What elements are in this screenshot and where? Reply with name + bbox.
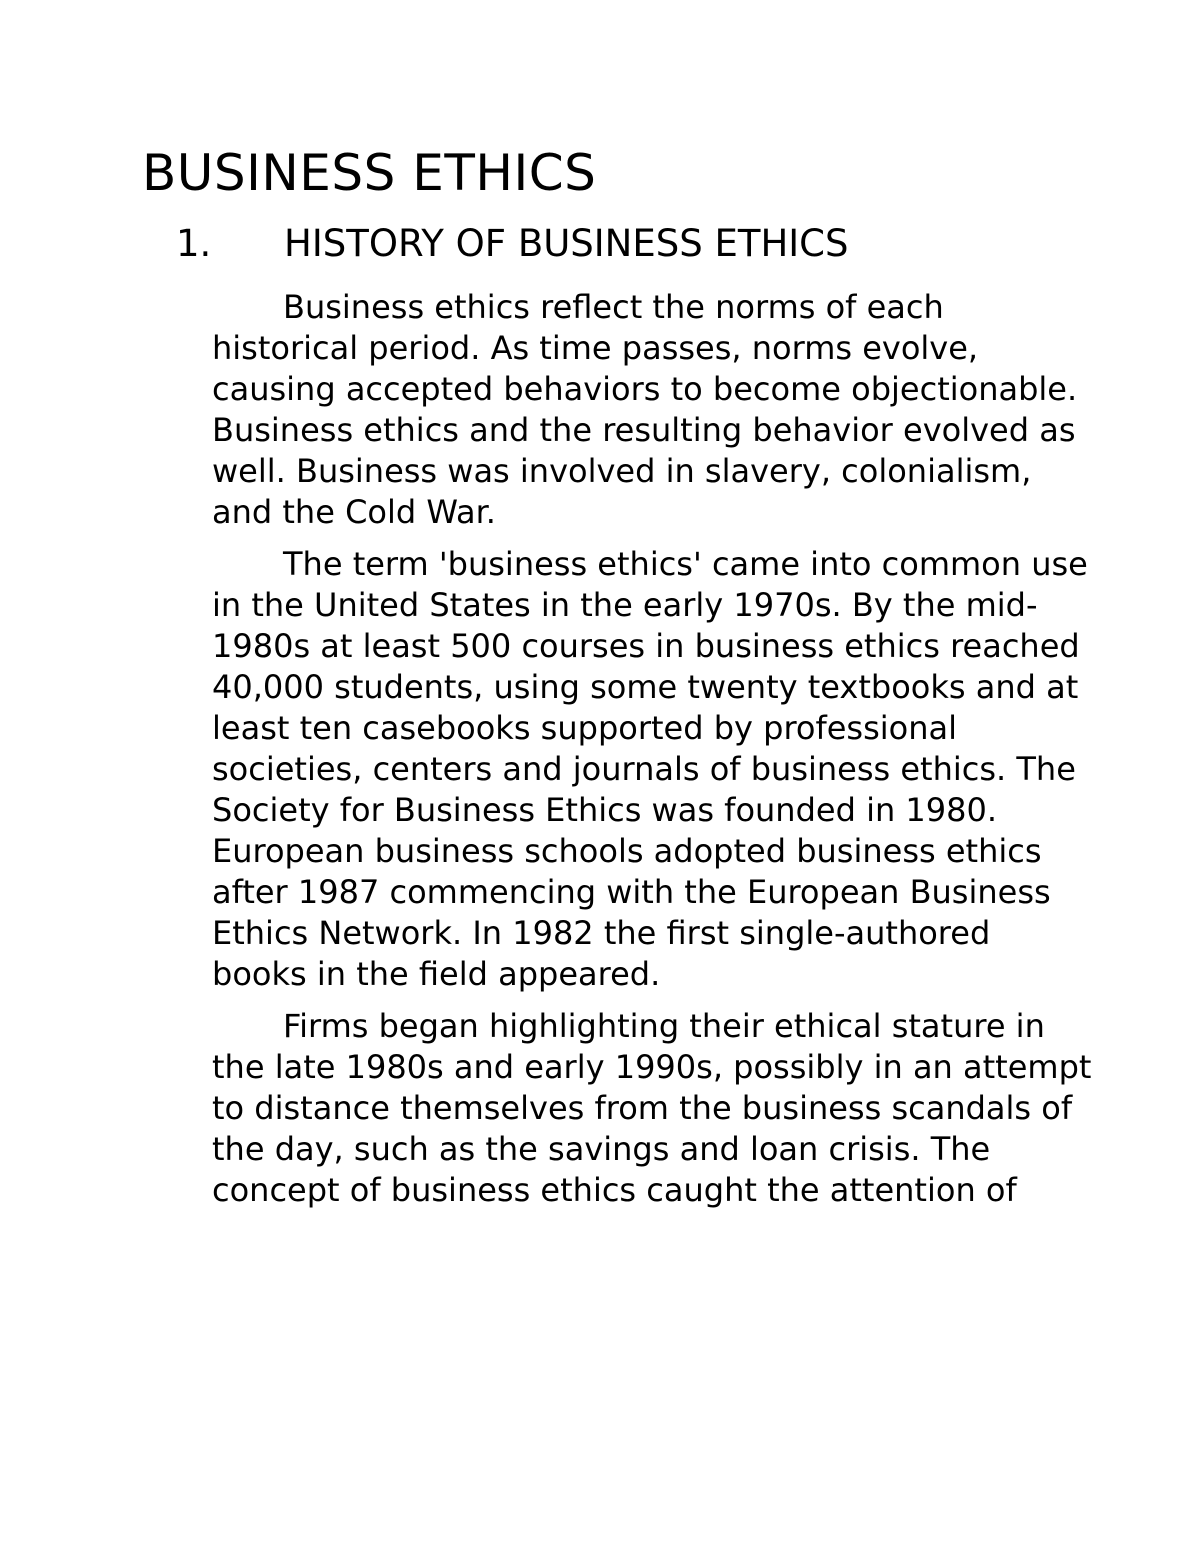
paragraph-firms: Firms began highlighting their ethical stature in the late 1980s and early 1990s, possibly in an attempt to distance themselves from the business scandals of the day, such as the savings and loan crisis. The concept of business ethics caught the attention of [212, 1007, 1092, 1209]
section-heading [176, 220, 849, 268]
section-body [212, 287, 1092, 1222]
section-number: 1. [176, 222, 212, 265]
document-title: BUSINESS ETHICS [142, 144, 597, 202]
paragraph-norms: Business ethics reflect the norms of each historical period. As time passes, norms evolve, causing accepted behaviors to become objectionable. Business ethics and the resulting behavior evolved as well. Business was involved in slavery, colonialism, and the Cold War. [212, 288, 1078, 531]
paragraph-term-origin: The term 'business ethics' came into common use in the United States in the early 1970s. By the mid-1980s at least 500 courses in business ethics reached 40,000 students, using some twenty textbooks and at least ten casebooks supported by professional societies, centers and journals of business ethics. The Society for Business Ethics was founded in 1980. European business schools adopted business ethics after 1987 commencing with the European Business Ethics Network. In 1982 the first single-authored books in the field appeared. [212, 545, 1088, 993]
section-heading-text: HISTORY OF BUSINESS ETHICS [284, 222, 849, 265]
